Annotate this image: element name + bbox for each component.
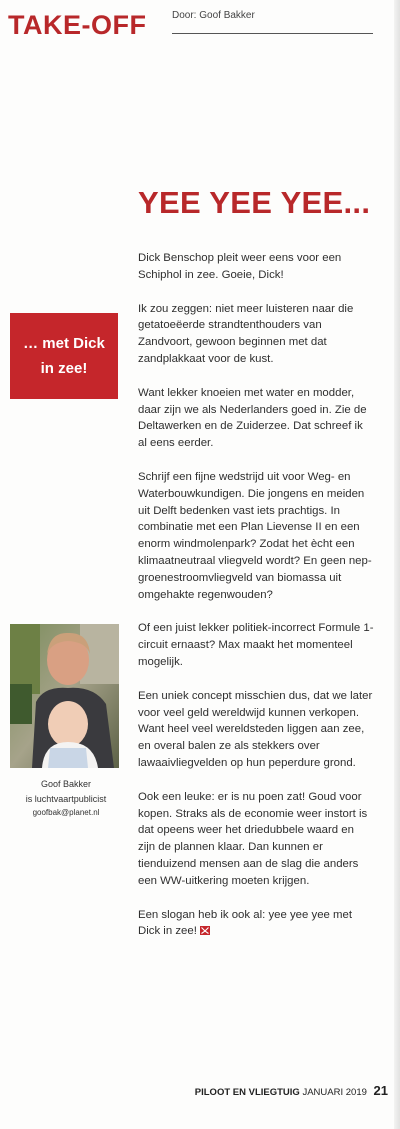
paragraph-last <box>138 907 374 941</box>
magazine-name: PILOOT EN VLIEGTUIG <box>194 1087 300 1098</box>
author-email: goofbak@planet.nl <box>32 808 100 817</box>
article-body <box>138 250 374 957</box>
page-edge-shadow <box>394 0 400 1129</box>
page-number: 21 <box>373 1083 388 1098</box>
author-role: is luchtvaartpublicist <box>25 793 107 804</box>
article-headline: YEE YEE YEE... <box>138 185 371 220</box>
magazine-end-mark-icon <box>200 926 210 935</box>
author-caption <box>8 777 124 821</box>
paragraph: Dick Benschop pleit weer eens voor een Schiphol in zee. Goeie, Dick! <box>138 252 342 281</box>
pull-quote-box <box>10 313 118 399</box>
header-rule <box>172 33 373 34</box>
section-title: TAKE-OFF <box>8 10 147 40</box>
byline: Door: Goof Bakker <box>172 10 255 21</box>
pull-quote-text: … met Dick in zee! <box>23 335 105 377</box>
author-photo <box>10 624 119 768</box>
paragraph: Of een juist lekker politiek-incorrect Formule 1-circuit ernaast? Max maakt het momenteel mogelijk. <box>138 622 374 668</box>
paragraph: Schrijf een fijne wedstrijd uit voor Weg- en Waterbouwkundigen. Die jongens en meiden uit Delft bedenken vast iets prachtigs. In combinatie met een Plan Lievense II en een enorm windmolenpark? Zodat het ècht een klimaatneutraal vliegveld wordt? En geen nep-groenestroomvliegveld van biomassa uit omgehakte regenwouden? <box>138 470 372 601</box>
closing-line: Een slogan heb ik ook al: yee yee yee met Dick in zee! <box>138 908 353 938</box>
page-footer <box>195 1083 388 1098</box>
paragraph: Ik zou zeggen: niet meer luisteren naar die getatoeëerde strandtenthouders van Zandvoort, gewoon beginnen met dat zandplakkaat voor de kust. <box>138 302 354 365</box>
paragraph: Ook een leuke: er is nu poen zat! Goud voor kopen. Straks als de economie weer instort is dat opeens weer het driedubbele waard en zijn de plannen klaar. Dan kunnen er tienduizend mensen aan de slag die anders een WW-uitkering moeten krijgen. <box>138 790 368 887</box>
author-name: Goof Bakker <box>40 779 92 789</box>
issue-date: JANUARI 2019 <box>302 1087 367 1098</box>
paragraph: Een uniek concept misschien dus, dat we later voor veel geld wereldwijd kunnen verkopen. Want heel veel wereldsteden liggen aan zee, en overal balen ze als stekkers over lawaaivliegvelden op hun peperdure grond. <box>138 689 373 769</box>
paragraph: Want lekker knoeien met water en modder, daar zijn we als Nederlanders goed in. Zie de Deltawerken en de Zuiderzee. Dat schreef ik al eens eerder. <box>138 386 367 450</box>
